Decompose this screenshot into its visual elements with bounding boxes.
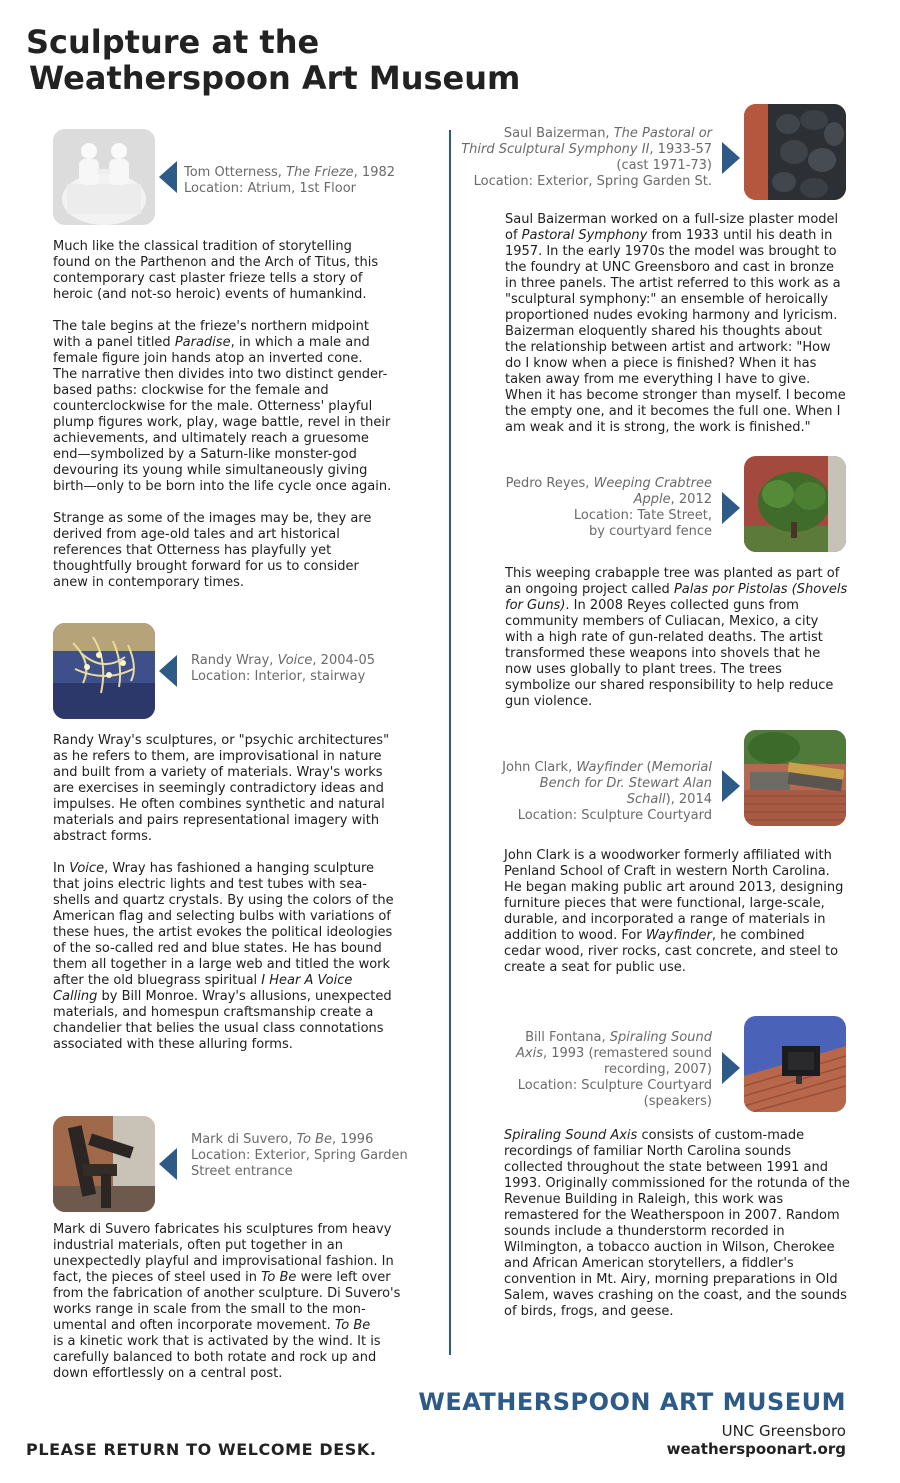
caption-arrow (722, 770, 740, 802)
wooden-bench-photo (744, 730, 846, 826)
entry-header (53, 623, 423, 721)
entry-wray (53, 623, 423, 1069)
entry-reyes (470, 456, 846, 726)
entry-otterness (53, 129, 423, 607)
speaker-photo (744, 1016, 846, 1112)
entry-header (470, 1016, 846, 1114)
page-title (26, 24, 520, 96)
bronze-relief-photo (744, 104, 846, 200)
caption-arrow (722, 1052, 740, 1084)
entry-header (53, 1116, 423, 1214)
location: Location: Atrium, 1st Floor (184, 181, 356, 196)
location: Location: Exterior, Spring Garden (191, 1148, 408, 1163)
title-line-2: Weatherspoon Art Museum (29, 59, 521, 97)
university-name: UNC Greensboro (721, 1422, 846, 1440)
location: Location: Interior, stairway (191, 669, 366, 684)
entry-baizerman (461, 104, 846, 452)
artwork-title: Voice (277, 653, 313, 668)
crabapple-tree-photo (744, 456, 846, 552)
artwork-title: The Pastoral or (613, 126, 712, 141)
caption: Pedro Reyes, Weeping Crabtree Apple, 2012 Location: Tate Street, by courtyard fence (505, 476, 712, 539)
location: Location: Sculpture Courtyard (517, 808, 712, 823)
caption-arrow (159, 655, 177, 687)
description: Spiraling Sound Axis consists of custom-made recordings of familiar North Carolina sounds collected throughout the state between 1991 and 1993. Originally commissioned for the rotunda of the Revenue Building in Raleigh, this work was remastered for the Weatherspoon in 2007. Random sounds include a thunderstorm recorded in Wilmington, a tobacco auction in Wilson, Cherokee and African American storytellers, a fiddler's convention in Mt. Airy, morning preparations in Old Salem, waves crashing on the coast, and the sounds of birds, frogs, and geese. (504, 1128, 850, 1319)
caption-arrow (722, 142, 740, 174)
artwork-title: Weeping Crabtree (593, 476, 712, 491)
caption-arrow (722, 492, 740, 524)
caption: Saul Baizerman, The Pastoral or Third Sculptural Symphony II, 1933-57 (cast 1971-73) Location: Exterior, Spring Garden St. (461, 126, 712, 189)
description: Saul Baizerman worked on a full-size plaster model of Pastoral Symphony from 1933 until his death in 1957. In the early 1970s the model was brought to the foundry at UNC Greensboro and cast in bronze in three panels. The artist referred to this work as a "sculptural symphony:" an ensemble of heroically proportioned nudes evoking harmony and lyricism. Baizerman eloquently shared his thoughts about the relationship between artist and artwork: "How do I know when a piece is finished? When it has taken away from me everything I have to give. When it has become stronger than myself. I become the empty one, and it becomes the full one. When I am weak and it is strong, the work is finished." (505, 212, 846, 435)
artwork-title: Wayfinder (576, 760, 643, 775)
title-line-1: Sculpture at the (26, 23, 320, 61)
entry-fontana (470, 1016, 850, 1336)
artwork-title: Spiraling Sound (609, 1030, 712, 1045)
entry-disuvero (53, 1116, 423, 1398)
caption: Bill Fontana, Spiraling Sound Axis, 1993 (remastered sound recording, 2007) Location: Sculpture Courtyard (speakers) (516, 1030, 712, 1109)
entry-header (470, 730, 846, 828)
description: Mark di Suvero fabricates his sculptures from heavy industrial materials, often put together in an unexpectedly playful and improvisational fashion. In fact, the pieces of steel used in To Be were left over from the fabrication of another sculpture. Di Suvero's works range in scale from the small to the mon- umental and often incorporate movement. To Be is a kinetic work that is activated by the wind. It is carefully balanced to both rotate and rock up and down effortlessly on a central post. (53, 1222, 401, 1381)
caption: Randy Wray, Voice, 2004-05 Location: Interior, stairway (191, 653, 376, 684)
entry-header (461, 104, 846, 202)
entry-header (470, 456, 846, 554)
caption: Tom Otterness, The Frieze, 1982 Location: Atrium, 1st Floor (184, 165, 396, 196)
frieze-photo (53, 129, 155, 225)
caption-arrow (159, 161, 177, 193)
column-divider (449, 130, 451, 1355)
description: John Clark is a woodworker formerly affiliated with Penland School of Craft in western North Carolina. He began making public art around 2013, designing furniture pieces that were functional, large-scale, durable, and incorporated a range of materials in addition to wood. For Wayfinder, he combined cedar wood, river rocks, cast concrete, and steel to create a seat for public use. (504, 848, 844, 975)
entry-header (53, 129, 423, 227)
caption: Mark di Suvero, To Be, 1996 Location: Exterior, Spring Garden Street entrance (191, 1132, 408, 1179)
location: Location: Exterior, Spring Garden St. (473, 174, 712, 189)
location: Location: Tate Street, (573, 508, 712, 523)
artwork-title: To Be (296, 1132, 332, 1147)
caption: John Clark, Wayfinder (Memorial Bench for Dr. Stewart Alan Schall), 2014 Location: Sculpture Courtyard (502, 760, 712, 823)
entry-clark (470, 730, 846, 992)
chandelier-photo (53, 623, 155, 719)
location: Location: Sculpture Courtyard (517, 1078, 712, 1093)
website-link[interactable]: weatherspoonart.org (666, 1440, 846, 1458)
description: This weeping crabapple tree was planted as part of an ongoing project called Palas por Pistolas (Shovels for Guns). In 2008 Reyes collected guns from community members of Culiacan, Mexico, a city with a high rate of gun-related deaths. The artist transformed these weapons into shovels that he now uses globally to plant trees. The trees symbolize our shared responsibility to help reduce gun violence. (505, 566, 848, 709)
artwork-title: The Frieze (286, 165, 354, 180)
description: Randy Wray's sculptures, or "psychic architectures" as he refers to them, are improvisational in nature and built from a variety of materials. Wray's works are exercises in seemingly contradictory ideas and impulses. He often combines synthetic and natural materials and pairs representational imagery with abstract forms. In Voice, Wray has fashioned a hanging sculpture that joins electric lights and test tubes with sea- shells and quartz crystals. By using the colors of the American flag and selecting bulbs with variations of these hues, the artist evokes the political ideologies of the so-called red and blue states. He has bound them all together in a large web and titled the work after the old bluegrass spiritual I Hear A Voice Calling by Bill Monroe. Wray's allusions, unexpected materials, and homespun craftsmanship create a chandelier that belies the usual class connotations associated with these alluring forms. (53, 733, 394, 1052)
steel-sculpture-photo (53, 1116, 155, 1212)
description: Much like the classical tradition of storytelling found on the Parthenon and the Arch of Titus, this contemporary cast plaster frieze tells a story of heroic (and not-so heroic) events of humankind. The tale begins at the frieze's northern midpoint with a panel titled Paradise, in which a male and female figure join hands atop an inverted cone. The narrative then divides into two distinct gender- based paths: clockwise for the female and counterclockwise for the male. Otterness' playful plump figures work, play, wage battle, revel in their achievements, and ultimately reach a gruesome end—symbolized by a Saturn-like monster-god devouring its young while simultaneously giving birth—only to be born into the life cycle once again. Strange as some of the images may be, they are derived from age-old tales and art historical references that Otterness has playfully yet thoughtfully brought forward for us to consider anew in contemporary times. (53, 239, 392, 590)
museum-info (667, 1422, 846, 1458)
return-note: PLEASE RETURN TO WELCOME DESK. (26, 1440, 377, 1459)
museum-logo: WEATHERSPOON ART MUSEUM (418, 1388, 846, 1416)
caption-arrow (159, 1148, 177, 1180)
